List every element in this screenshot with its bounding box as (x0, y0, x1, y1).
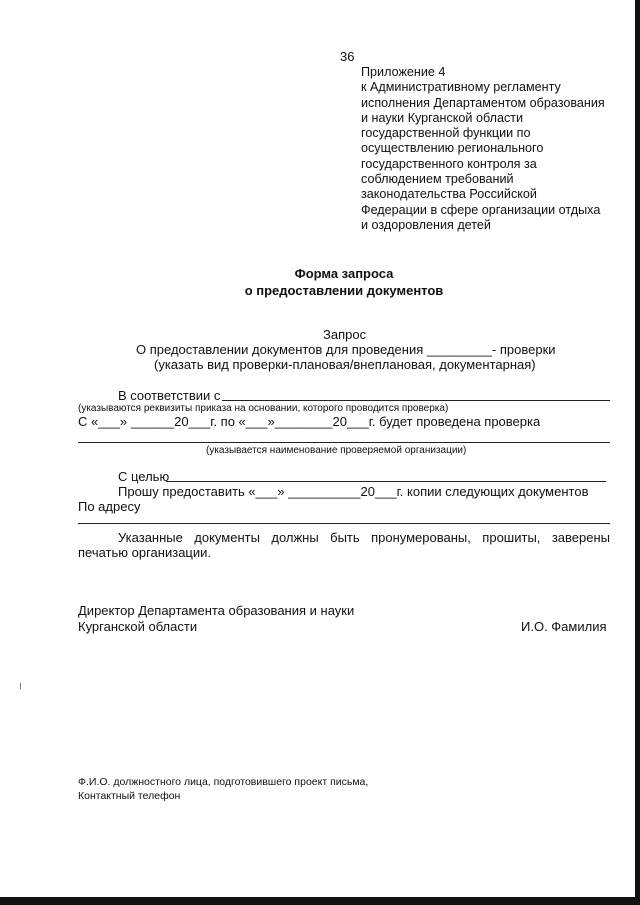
appendix-block (361, 65, 605, 233)
preparer-label: Ф.И.О. должностного лица, подготовившего проект письма, (78, 776, 369, 788)
organization-field-line (78, 442, 610, 443)
signer-name: И.О. Фамилия (521, 619, 607, 634)
form-subtitle: о предоставлении документов (244, 283, 444, 298)
notice-word: пронумерованы, (371, 530, 471, 545)
provide-documents-line: Прошу предоставить «___» __________20___г. копии следующих документов (118, 484, 589, 499)
notice-line (78, 530, 610, 545)
organization-hint: (указывается наименование проверяемой организации) (206, 445, 467, 456)
scan-speck (20, 683, 21, 689)
address-label: По адресу (78, 499, 141, 514)
request-title: Запрос (323, 327, 367, 342)
contact-phone-label: Контактный телефон (78, 790, 181, 802)
appendix-line: законодательства Российской (361, 187, 537, 202)
accordance-field-line (222, 400, 610, 401)
form-title: Форма запроса (294, 266, 394, 281)
appendix-line: к Административному регламенту (361, 80, 561, 95)
address-field-line (78, 523, 610, 524)
appendix-line: государственного контроля за (361, 156, 537, 171)
order-details-hint: (указываются реквизиты приказа на основании, которого проводится проверка) (78, 403, 449, 414)
scan-border-right (635, 0, 640, 905)
appendix-line: осуществлению регионального (361, 141, 544, 156)
request-line: О предоставлении документов для проведения _________- проверки (136, 342, 556, 357)
inspection-dates-line: С «___» ______20___г. по «___»________20___г. будет проведена проверка (78, 414, 541, 429)
appendix-line: и науки Курганской области (361, 110, 524, 125)
signer-region: Курганской области (78, 619, 198, 634)
notice-word: должны (271, 530, 319, 545)
appendix-line: Федерации в сфере организации отдыха (361, 202, 601, 217)
appendix-line: Приложение 4 (361, 65, 446, 79)
purpose-label: С целью (118, 469, 170, 484)
notice-word: документы (194, 530, 260, 545)
appendix-line: государственной функции по (361, 126, 531, 141)
scan-border-bottom (0, 897, 640, 905)
notice-word: Указанные (118, 530, 183, 545)
accordance-label: В соответствии с (118, 388, 221, 403)
page-number: 36 (340, 49, 355, 64)
appendix-line: исполнения Департаментом образования (361, 95, 605, 110)
notice-line-2: печатью организации. (78, 545, 212, 560)
request-hint: (указать вид проверки-плановая/внеплановая, документарная) (154, 357, 536, 372)
appendix-line: соблюдением требований (361, 172, 514, 187)
notice-word: заверены (551, 530, 610, 545)
notice-word: быть (330, 530, 360, 545)
signer-position: Директор Департамента образования и науки (78, 603, 355, 618)
notice-word: прошиты, (482, 530, 541, 545)
purpose-field-line (166, 481, 606, 482)
appendix-line: и оздоровления детей (361, 217, 491, 232)
